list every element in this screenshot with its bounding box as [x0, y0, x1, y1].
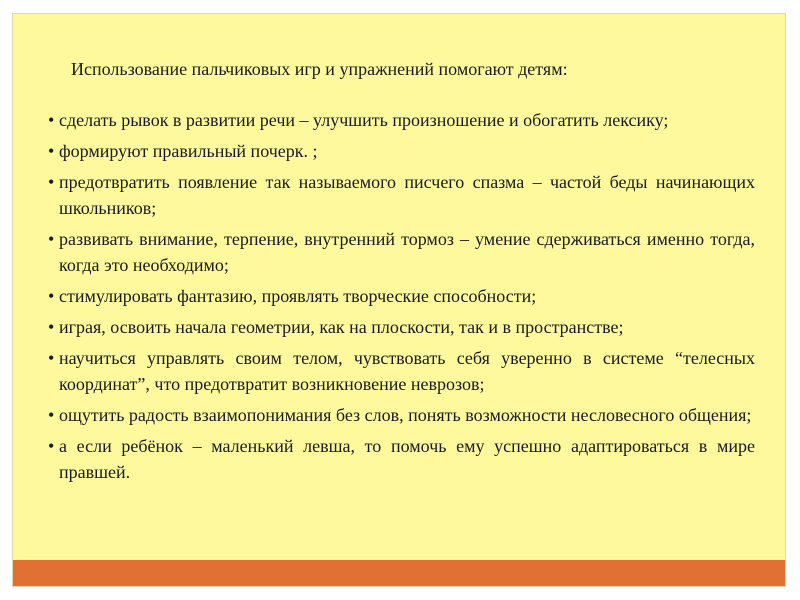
- list-item-text: ощутить радость взаимопонимания без слов, понять возможности несловесного общения;: [59, 405, 752, 425]
- list-item: [27, 314, 755, 340]
- bullet-icon: •: [48, 172, 55, 192]
- list-item: [27, 138, 755, 164]
- list-item: [27, 433, 755, 485]
- bullet-icon: •: [48, 286, 55, 306]
- intro-text: Использование пальчиковых игр и упражнений помогают детям:: [71, 59, 568, 79]
- list-item: [27, 107, 755, 133]
- list-item-text: стимулировать фантазию, проявлять творческие способности;: [59, 286, 537, 306]
- slide: [12, 13, 786, 587]
- slide-content: [27, 56, 755, 490]
- bullet-icon: •: [48, 317, 55, 337]
- list-item-text: предотвратить появление так называемого писчего спазма – частой беды начинающих школьников;: [59, 172, 755, 218]
- bullet-icon: •: [48, 405, 55, 425]
- list-item-text: научиться управлять своим телом, чувствовать себя уверенно в системе “телесных координат”, что предотвратит возникновение неврозов;: [59, 348, 755, 394]
- list-item-text: развивать внимание, терпение, внутренний тормоз – умение сдерживаться именно тогда, когда это необходимо;: [59, 229, 755, 275]
- bullet-icon: •: [48, 436, 55, 456]
- list-item-text: а если ребёнок – маленький левша, то помочь ему успешно адаптироваться в мире правшей.: [59, 436, 755, 482]
- bottom-accent-bar: [13, 560, 785, 586]
- list-item-text: сделать рывок в развитии речи – улучшить произношение и обогатить лексику;: [59, 110, 669, 130]
- bullet-list: [27, 107, 755, 485]
- list-item: [27, 226, 755, 278]
- list-item: [27, 345, 755, 397]
- list-item-text: формируют правильный почерк. ;: [59, 141, 318, 161]
- bullet-icon: •: [48, 348, 55, 368]
- bullet-icon: •: [48, 110, 55, 130]
- list-item: [27, 402, 755, 428]
- list-item: [27, 283, 755, 309]
- list-item-text: играя, освоить начала геометрии, как на плоскости, так и в пространстве;: [59, 317, 624, 337]
- list-item: [27, 169, 755, 221]
- bullet-icon: •: [48, 229, 55, 249]
- bullet-icon: •: [48, 141, 55, 161]
